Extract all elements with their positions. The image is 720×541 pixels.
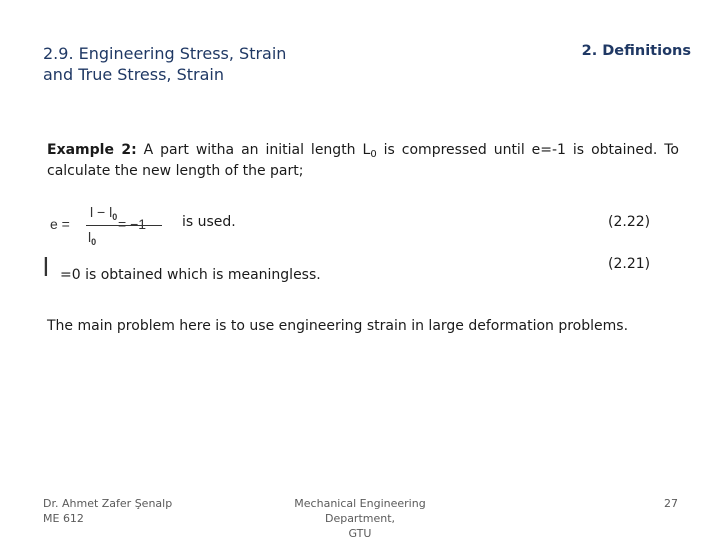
strain-formula — [50, 203, 160, 249]
equation-number-2-21: (2.21) — [608, 256, 651, 272]
slide-title — [43, 43, 343, 85]
course-code: ME 612 — [43, 512, 84, 525]
formula-rhs: = −1 — [118, 216, 147, 232]
example-paragraph — [47, 140, 679, 182]
formula-numerator: $l - l_0$ — [90, 204, 118, 222]
example-text-after: is compressed until e=-1 is obtained. To calculate the new length of the part; — [47, 142, 679, 179]
footer-department — [262, 496, 458, 541]
formula-denominator: $l_0$ — [88, 229, 97, 247]
section-heading: 2. Definitions — [581, 43, 691, 59]
example-text-before: A part witha an initial length L — [136, 142, 371, 158]
equation-number-2-22: (2.22) — [608, 214, 651, 230]
example-label: Example 2: — [47, 142, 137, 158]
footer-author — [43, 496, 172, 526]
is-used-text: is used. — [182, 214, 236, 230]
main-problem-text: The main problem here is to use engineering strain in large deformation problems. — [47, 318, 629, 334]
page-number: 27 — [664, 497, 678, 510]
slide-title-line1: 2.9. Engineering Stress, Strain — [43, 44, 287, 63]
length-symbol: l — [43, 252, 49, 282]
slide-title-line2: and True Stress, Strain — [43, 65, 224, 84]
author-name: Dr. Ahmet Zafer Şenalp — [43, 497, 173, 510]
university-name: GTU — [348, 527, 372, 540]
department-name: Mechanical Engineering Department, — [294, 497, 426, 525]
formula-lhs: e = — [50, 216, 70, 232]
meaningless-statement: =0 is obtained which is meaningless. — [60, 267, 321, 283]
length-subscript: 0 — [370, 149, 377, 160]
